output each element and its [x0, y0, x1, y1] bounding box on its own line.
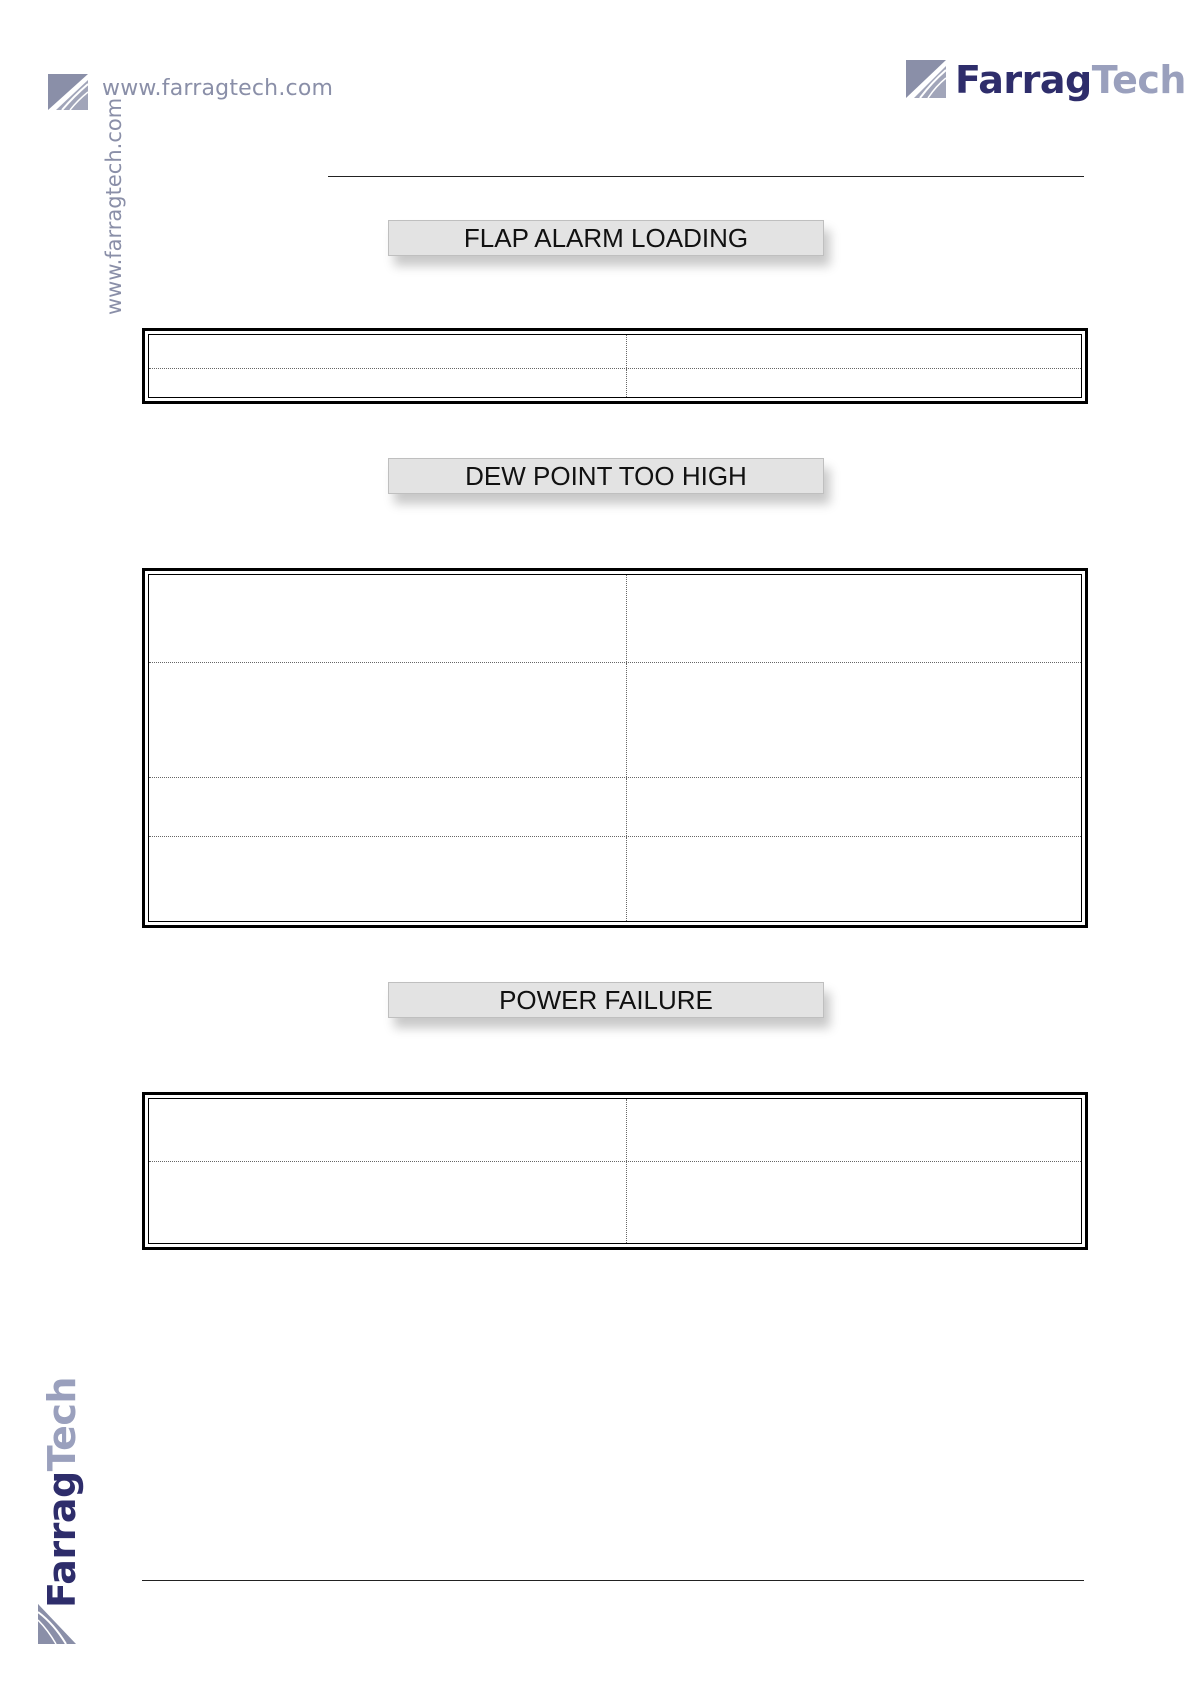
table-cell — [149, 778, 627, 836]
table-cell — [627, 663, 1081, 777]
brand-logo-icon — [906, 60, 946, 98]
table-cell — [149, 575, 627, 662]
table-cell — [627, 1099, 1081, 1161]
section-title-dew-point: DEW POINT TOO HIGH — [388, 458, 824, 494]
table-cell — [627, 335, 1081, 368]
sidebar-brand-farrag: Farrag — [40, 1471, 84, 1608]
table-cell — [627, 837, 1081, 921]
table-cell — [149, 369, 627, 397]
brand-part-farrag: Farrag — [955, 58, 1092, 102]
table-cell — [149, 1162, 627, 1243]
footer-rule — [142, 1580, 1084, 1581]
table-row — [149, 335, 1081, 368]
header-rule — [328, 176, 1084, 177]
table-dew-point — [142, 568, 1088, 928]
table-flap-alarm — [142, 328, 1088, 404]
brand-logo-text — [955, 58, 1186, 102]
table-cell — [149, 335, 627, 368]
table-power-failure — [142, 1092, 1088, 1250]
table-row — [149, 1099, 1081, 1161]
table-cell — [149, 663, 627, 777]
table-cell — [627, 575, 1081, 662]
table-row — [149, 575, 1081, 662]
brand-part-tech: Tech — [1091, 58, 1186, 102]
table-row — [149, 836, 1081, 921]
table-row — [149, 777, 1081, 836]
table-cell — [627, 369, 1081, 397]
table-row — [149, 368, 1081, 397]
logo-mark-icon — [48, 74, 88, 110]
sidebar-url: www.farragtech.com — [102, 97, 126, 315]
section-title-power-failure: POWER FAILURE — [388, 982, 824, 1018]
section-title-flap-alarm: FLAP ALARM LOADING — [388, 220, 824, 256]
sidebar-brand — [39, 1377, 85, 1608]
header-url: www.farragtech.com — [102, 76, 334, 101]
sidebar-logo-icon — [38, 1604, 76, 1644]
table-cell — [149, 1099, 627, 1161]
table-cell — [149, 837, 627, 921]
table-row — [149, 1161, 1081, 1243]
table-cell — [627, 778, 1081, 836]
table-cell — [627, 1162, 1081, 1243]
table-row — [149, 662, 1081, 777]
sidebar-brand-tech: Tech — [40, 1377, 84, 1472]
